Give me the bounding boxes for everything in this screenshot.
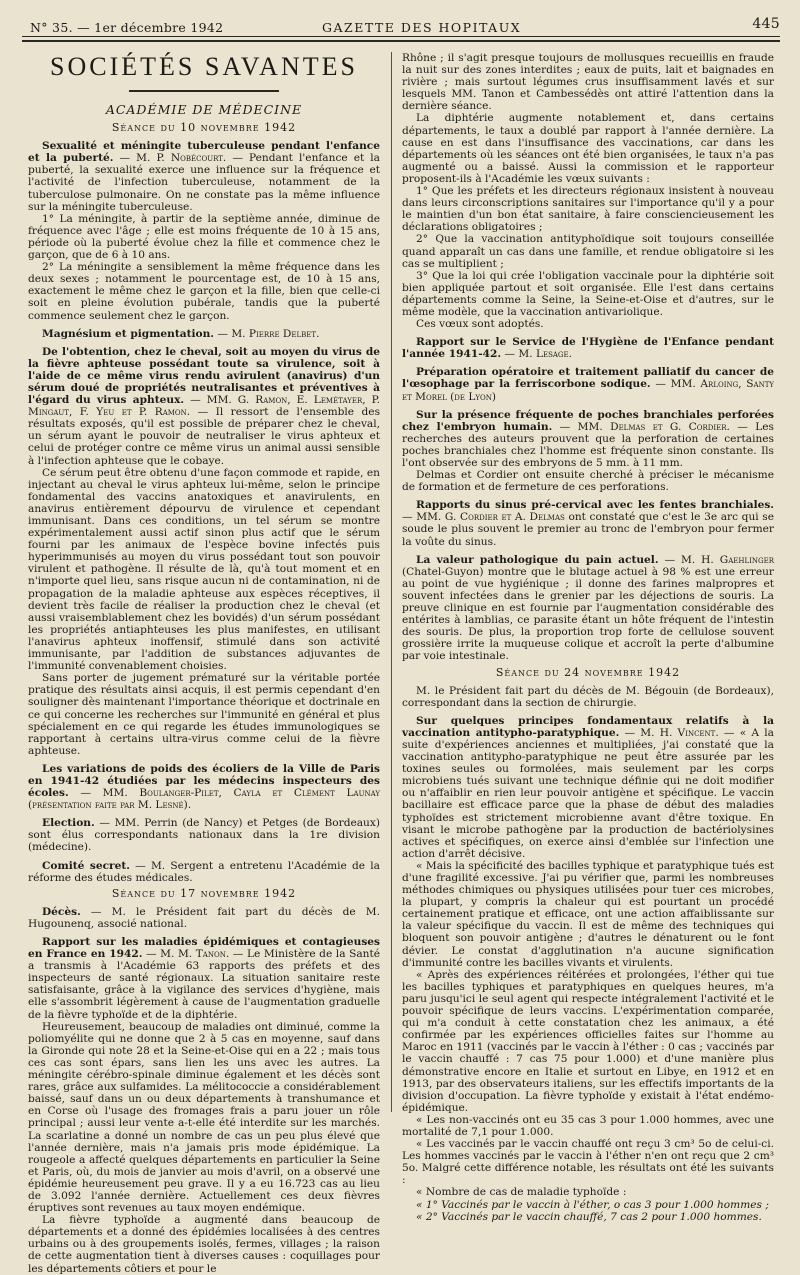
article-authors: — M. Lesage. — [501, 348, 573, 361]
left-column — [28, 52, 380, 1275]
article-title: Comité secret. — [42, 859, 130, 872]
article-authors: — M. M. Tanon. — — [142, 948, 244, 961]
paragraph: La fièvre typhoïde a augmenté dans beaucoup de départements et a donné des épidémies localisées à des centres urbains ou à des groupements isolés, fermes, villages ; la raison de cette augmentation tient à diverses causes : coquillages pour les départements côtiers et pour le — [28, 1214, 380, 1275]
article-authors: — M. P. Nobécourt. — — [113, 152, 243, 165]
page-number: 445 — [752, 16, 780, 32]
article-title: Sexualité et méningite tuberculeuse pendant l'enfance et la puberté. — [28, 140, 380, 165]
article-text: — M. Sergent a entretenu l'Académie de la réforme des études médicales. — [28, 859, 380, 884]
section-title-rule — [129, 90, 279, 92]
article-lesage — [402, 336, 774, 360]
article-text: — MM. Perrin (de Nancy) et Petges (de Bordeaux) sont élus correspondants nationaux dans la 1re division (médecine). — [28, 817, 380, 854]
article-arloing — [402, 366, 774, 402]
article-ecoliers — [28, 763, 380, 811]
article-text: (Chatel-Guyon) montre que le blutage actuel à 98 % est une erreur au point de vue hygiénique ; il donne des farines malpropres et souvent infectées dans le grenier par les déjections de souris. La preuve clinique en est fournie par l'augmentation considérable des entérites à lamblias, ce parasite étant un hôte fréquent de l'intestin des souris. De plus, la proportion trop forte de cellulose souvent grossière irrite la muqueuse colique et accroît la perte d'albumine par voie intestinale. — [402, 565, 774, 663]
article-title: Sur la présence fréquente de poches branchiales perforées chez l'embryon humain. — [402, 408, 774, 433]
article-title: Election. — [42, 817, 95, 830]
paragraph: Ces vœux sont adoptés. — [416, 318, 544, 331]
section-heading-block — [28, 52, 380, 116]
paragraph: Delmas et Cordier ont ensuite cherché à préciser le mécanisme de formation et de fermeture de ces perforations. — [402, 469, 774, 494]
article-title: De l'obtention, chez le cheval, soit au moyen du virus de la fièvre aphteuse possédant toute sa virulence, soit à l'aide de ce même virus rendu avirulent (anavirus) d'un sérum doué de propriétés neutralisantes et préventives à l'égard du virus aphteux. — [28, 345, 380, 407]
paragraph: 1° Que les préfets et les directeurs régionaux insistent à nouveau dans leurs circonscriptions sanitaires sur l'importance qu'il y a pour le maintien d'un bon état sanitaire, à faire consciencieusement les déclarations obligatoires ; — [402, 185, 774, 234]
seance-heading-3: Séance du 24 novembre 1942 — [495, 665, 681, 679]
article-authors: — MM. Boulanger-Pilet, Cayla et Clément Launay (présentation faite par M. Lesné). — [28, 787, 380, 812]
article-tanon — [28, 936, 380, 1021]
article-text: Les recherches des auteurs prouvent que la perforation de certaines poches branchiales chez l'homme est fréquente sinon constante. Ils l'ont observée sur des embryons de 5 mm. à 11 mm. — [402, 420, 774, 469]
paragraph: « 2° Vaccinés par le vaccin chauffé, 7 cas 2 pour 1.000 hommes. — [416, 1210, 762, 1223]
article-title: Magnésium et pigmentation. — [42, 327, 214, 340]
article-deces — [28, 906, 380, 930]
article-nobecourt — [28, 140, 380, 213]
article-title: Décès. — [42, 905, 81, 918]
article-delbet — [28, 328, 380, 340]
journal-title: GAZETTE DES HOPITAUX — [322, 20, 522, 35]
paragraph: 2° Que la vaccination antityphoïdique soit toujours conseillée quand apparaît un cas dans une famille, et rendue obligatoire si les cas se multiplient ; — [402, 233, 774, 270]
article-text: ont constaté que c'est le 3e arc qui se soude le plus souvent le premier au tronc de l'embryon pour fermer la voûte du sinus. — [402, 511, 774, 548]
paragraph: Ce sérum peut être obtenu d'une façon commode et rapide, en injectant au cheval le virus aphteux lui-même, selon le principe fondamental des vaccins anatoxiques et anavirulents, en anavirus entièrement dépourvu de virulence et cependant immunisant. Dans ces conditions, un tel sérum se montre expérimentalement aussi actif sinon plus actif que le sérum fourni par les animaux de l'espèce bovine infectés puis hyperimmunisés au moyen du virus possédant tout son pouvoir virulent et pathogène. Il résulte de là, qu'à tout moment et en n'importe quel lieu, sans risque aucun ni de contamination, ni de propagation de la maladie aphteuse aux espèces réceptives, il devient très facile de réaliser la production chez le cheval (et aussi vraisemblablement chez les bovidés) d'un sérum possédant les propriétés antiaphteuses les plus manifestes, en utilisant l'anavirus aphteux inoffensif, stimulé dans son activité immunisante, par l'addition de substances adjuvantes de l'immunité convenablement choisies. — [28, 466, 380, 673]
article-title: Rapports du sinus pré-cervical avec les fentes branchiales. — [416, 499, 774, 512]
article-text: — M. le Président fait part du décès de M. Hugounenq, associé national. — [28, 905, 380, 930]
article-authors: — MM. G. Cordier et A. Delmas — [402, 511, 565, 524]
article-delmas — [402, 409, 774, 469]
right-column — [402, 52, 774, 1223]
article-text: Le Ministère de la Santé a transmis à l'Académie 63 rapports des préfets et des inspecteurs de santé régionaux. La situation sanitaire reste satisfaisante, grâce à la vigilance des services d'hygiène, mais elle s'assombrit légèrement à cause de l'augmentation graduelle de la fièvre typhoïde et de la diphtérie. — [28, 948, 381, 1021]
article-election — [28, 817, 380, 853]
article-comite — [28, 860, 380, 884]
article-title: Rapport sur le Service de l'Hygiène de l'Enfance pendant l'année 1941-42. — [402, 336, 774, 361]
article-authors: — M. Pierre Delbet. — [213, 327, 320, 340]
article-text: « A la suite d'expériences anciennes et multipliées, j'ai constaté que la vaccination antitypho-paratyphique ne peut être assurée par les toxines seules ou formolées, mais seulement par les corps microbiens tués suivant une technique définie qui ne doit modifier ou n'affaiblir en rien leur pouvoir antigène et spécifique. Le vaccin bacillaire est efficace parce que la phase de début des maladies typhoïdes est strictement microbienne avant d'être toxique. En visant le microbe pathogène par la production de bactériolysines actives et spécifiques, on exerce ainsi d'emblée sur l'infection une action d'arrêt décisive. — [402, 726, 774, 860]
header-rule — [22, 36, 780, 37]
article-title: Préparation opératoire et traitement palliatif du cancer de l'œsophage par la ferriscorbone sodique. — [402, 366, 774, 391]
article-authors: — MM. G. Ramon, E. Lemétayer, P. Mingaut, F. Yeu et P. Ramon. — — [28, 394, 380, 419]
article-title: Sur quelques principes fondamentaux relatifs à la vaccination antitypho-paratyphique. — [402, 714, 774, 739]
article-text: Pendant l'enfance et la puberté, la sexualité exerce une influence sur la fréquence et l'activité de l'infection tuberculeuse, notamment de la tuberculose pulmonaire. On ne constate pas la même influence sur la méningite tuberculeuse. — [28, 152, 381, 213]
article-title: La valeur pathologique du pain actuel. — [416, 553, 659, 566]
section-title: SOCIÉTÉS SAVANTES — [50, 52, 358, 81]
article-title: Rapport sur les maladies épidémiques et contagieuses en France en 1942. — [28, 936, 380, 961]
article-ramon — [28, 346, 380, 467]
paragraph: « Les vaccinés par le vaccin chauffé ont reçu 3 cm³ 5o de celui-ci. Les hommes vaccinés par le vaccin à l'éther n'en ont reçu que 2 cm³ 5o. Malgré cette différence notable, les résultats ont été les suivants : — [402, 1138, 774, 1187]
seance-heading-2: Séance du 17 novembre 1942 — [111, 886, 297, 900]
paragraph: « Après des expériences réitérées et prolongées, l'éther qui tue les bacilles typhiques et paratyphiques en quelques heures, m'a paru jusqu'ici le seul agent qui respecte intégralement l'activité et le pouvoir spécifique de leurs vaccins. L'expérimentation comparée, qui m'a conduit à cette constatation chez les animaux, a été confirmée par les expériences officielles faites sur l'homme au Maroc en 1911 (vaccinés par le vaccin à l'éther : 0 cas ; vaccinés par le vaccin chauffé : 7 cas 75 pour 1.000) et d'une manière plus démonstrative encore en Italie et surtout en Libye, en 1912 et en 1913, par des observateurs italiens, sur les effectifs importants de la division d'occupation. La fièvre typhoïde y existait à l'état endémo-épidémique. — [402, 968, 774, 1114]
article-vincent — [402, 715, 774, 860]
paragraph: Rhône ; il s'agit presque toujours de mollusques recueillis en fraude la nuit sur des zones interdites ; eaux de puits, lait et baignades en rivière ; mais surtout légumes crus insuffisamment lavés et sur lesquels MM. Tanon et Cambessédès ont attiré l'attention dans la dernière séance. — [402, 52, 774, 113]
article-cordier — [402, 499, 774, 547]
article-gaehlinger — [402, 554, 774, 663]
paragraph: La diphtérie augmente notablement et, dans certains départements, le taux a doublé par rapport à l'année dernière. La cause en est dans l'insuffisance des vaccinations, car dans les départements où les séances ont été bien organisées, le taux n'a pas augmenté ou a baissé. Aussi la commission et le rapporteur proposent-ils à l'Académie les vœux suivants : — [402, 112, 774, 185]
paragraph: M. le Président fait part du décès de M. Bégouin (de Bordeaux), correspondant dans la section de chirurgie. — [402, 684, 774, 709]
article-title: Les variations de poids des écoliers de la Ville de Paris en 1941-42 étudiées par les médecins inspecteurs des écoles. — [28, 762, 380, 800]
paragraph: « Les non-vaccinés ont eu 35 cas 3 pour 1.000 hommes, avec une mortalité de 7,1 pour 1.000. — [402, 1113, 774, 1138]
article-authors: — MM. Arloing, Santy et Morel (de Lyon) — [402, 378, 774, 403]
paragraph: « Mais la spécificité des bacilles typhique et paratyphique tués est d'une fragilité excessive. J'ai pu vérifier que, parmi les nombreuses méthodes chimiques ou physiques utilisées pour tuer ces microbes, la plupart, y compris la chaleur qui est pourtant un procédé certainement pratique et efficace, ont une action affaiblissante sur la valeur spécifique du vaccin. Il est de même des techniques qui bloquent son pouvoir antigène ; d'autres le dénaturent ou le font dévier. Le constat d'agglutination n'a aucune signification d'immunité contre les bacilles vivants et virulents. — [402, 859, 774, 969]
paragraph: « Nombre de cas de maladie typhoïde : — [416, 1186, 627, 1199]
paragraph: Heureusement, beaucoup de maladies ont diminué, comme la poliomyélite qui ne donne que 2 à 5 cas en moyenne, sauf dans la Gironde qui note 28 et la Seine-et-Oise qui en a 22 ; mais tous ces cas sont épars, sans lien les uns avec les autres. La méningite cérébro-spinale diminue également et les décès sont rares, grâce aux sulfamides. La mélitococcie a considérablement baissé, sauf dans un ou deux départements à transhumance et en Corse où l'usage des fromages frais a paru jouer un rôle principal ; aussi leur vente a-t-elle été interdite sur les marchés. La scarlatine a donné un nombre de cas un peu plus élevé que l'année dernière, mais n'a jamais pris mode épidémique. La rougeole a affecté quelques départements en particulier la Seine et Paris, où, du mois de janvier au mois d'avril, on a observé une épidémie heureusement peu grave. Il y a eu 16.723 cas au lieu de 3.092 l'année dernière. Actuellement ces deux fièvres éruptives sont revenues au taux moyen endémique. — [28, 1020, 380, 1215]
paragraph: 3° Que la loi qui crée l'obligation vaccinale pour la diphtérie soit bien appliquée partout et soit organisée. Elle l'est dans certains départements comme la Seine, la Seine-et-Oise et d'autres, sur le même modèle, que la vaccination antivariolique. — [402, 269, 774, 318]
issue-date: N° 35. — 1er décembre 1942 — [30, 20, 224, 35]
paragraph: Sans porter de jugement prématuré sur la véritable portée pratique des résultats ainsi acquis, il est permis cependant d'en souligner dès maintenant l'importance théorique et doctrinale en ce qui concerne les recherches sur l'immunité en général et plus spécialement en ce qui regarde les études immunologiques se rapportant à certains ultra-virus comme celui de la fièvre aphteuse. — [28, 672, 380, 757]
paragraph: « 1° Vaccinés par le vaccin à l'éther, o cas 3 pour 1.000 hommes ; — [416, 1198, 769, 1211]
article-authors: — MM. Delmas et G. Cordier. — — [552, 420, 748, 433]
article-authors: — M. H. Vincent. — — [619, 726, 735, 739]
article-text: Il ressort de l'ensemble des résultats exposés, qu'il est possible de préparer chez le cheval, un sérum ayant le pouvoir de neutraliser le virus aphteux et celui de protéger contre ce même virus un animal aussi sensible à l'infection aphteuse que le cobaye. — [28, 406, 381, 467]
paragraph: 1° La méningite, à partir de la septième année, diminue de fréquence avec l'âge ; elle est moins fréquente de 10 à 15 ans, période où la puberté évolue chez la fille et commence chez le garçon, que de 6 à 10 ans. — [28, 212, 380, 262]
academy-heading: ACADÉMIE DE MÉDECINE — [105, 102, 303, 117]
article-authors: — M. H. Gaehlinger — [658, 553, 774, 566]
seance-heading-1: Séance du 10 novembre 1942 — [111, 121, 297, 135]
column-divider — [391, 52, 392, 1112]
header-rule-thick — [22, 40, 780, 42]
paragraph: 2° La méningite a sensiblement la même fréquence dans les deux sexes ; notamment le pourcentage est, de 10 à 15 ans, exactement le même chez le garçon et la fille, bien que celle-ci soit en pleine évolution pubérale, tandis que la puberté commence seulement chez le garçon. — [28, 261, 380, 322]
